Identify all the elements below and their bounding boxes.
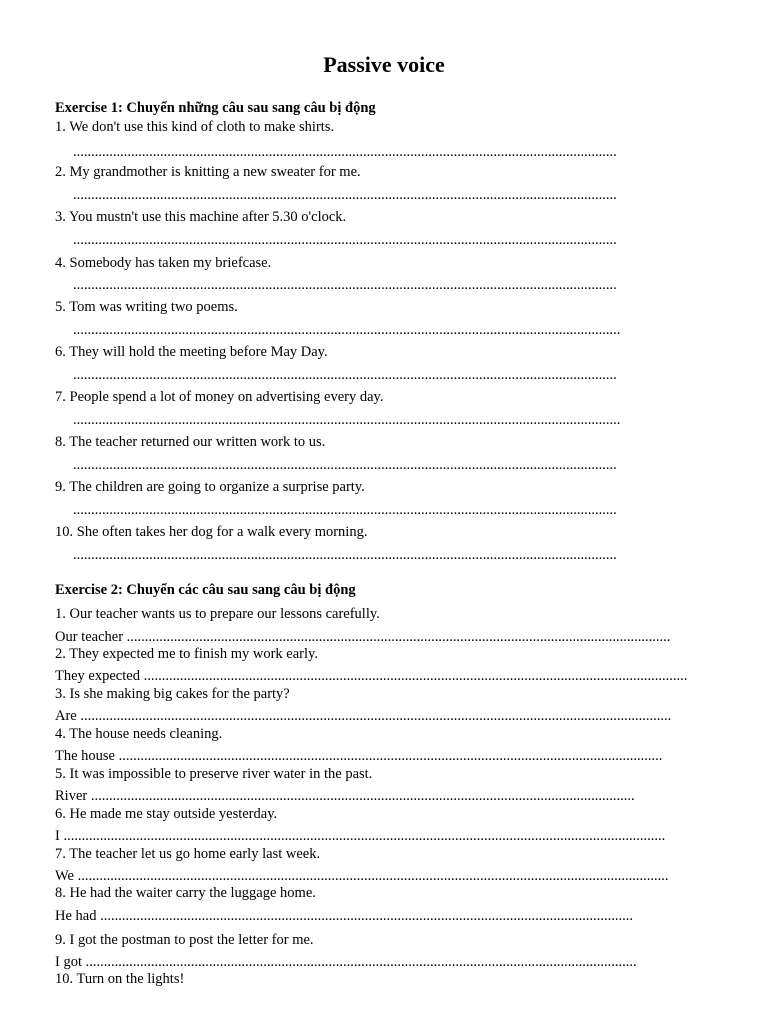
ex2-answer-line-9: I got ........................................................................................................................................................ <box>55 954 637 970</box>
ex1-answer-line-10: ...................................................................................................................................................... <box>73 547 617 563</box>
ex1-answer-line-4: ...................................................................................................................................................... <box>73 277 617 293</box>
page-title: Passive voice <box>323 52 445 77</box>
ex1-question-10: 10. She often takes her dog for a walk every morning. <box>55 524 368 540</box>
ex1-question-7: 7. People spend a lot of money on advertising every day. <box>55 389 384 405</box>
ex2-answer-line-4: The house ...................................................................................................................................................... <box>55 748 663 764</box>
ex2-question-6: 6. He made me stay outside yesterday. <box>55 806 278 822</box>
ex1-question-9: 9. The children are going to organize a surprise party. <box>55 479 365 495</box>
ex1-answer-line-6: ...................................................................................................................................................... <box>73 367 617 383</box>
ex2-answer-line-7: We ................................................................................................................................................................... <box>55 868 669 884</box>
ex2-answer-line-3: Are ................................................................................................................................................................... <box>55 708 672 724</box>
ex1-question-1: 1. We don't use this kind of cloth to make shirts. <box>55 119 335 135</box>
ex1-answer-line-8: ...................................................................................................................................................... <box>73 457 617 473</box>
ex1-question-8: 8. The teacher returned our written work to us. <box>55 434 326 450</box>
ex2-question-5: 5. It was impossible to preserve river water in the past. <box>55 766 373 782</box>
ex2-question-3: 3. Is she making big cakes for the party? <box>55 686 290 702</box>
ex1-answer-line-7: ....................................................................................................................................................... <box>73 412 621 428</box>
ex2-answer-line-2: They expected ...................................................................................................................................................... <box>55 668 688 684</box>
exercise-1-heading: Exercise 1: Chuyển những câu sau sang câu bị động <box>55 100 376 116</box>
ex2-answer-line-5: River ...................................................................................................................................................... <box>55 788 635 804</box>
ex1-question-3: 3. You mustn't use this machine after 5.30 o'clock. <box>55 209 347 225</box>
ex1-question-2: 2. My grandmother is knitting a new sweater for me. <box>55 164 361 180</box>
ex1-answer-line-3: ...................................................................................................................................................... <box>73 232 617 248</box>
ex2-question-8: 8. He had the waiter carry the luggage home. <box>55 885 316 901</box>
ex2-question-4: 4. The house needs cleaning. <box>55 726 223 742</box>
ex2-answer-line-8: He had ................................................................................................................................................... <box>55 908 633 924</box>
ex2-question-2: 2. They expected me to finish my work early. <box>55 646 318 662</box>
ex1-question-6: 6. They will hold the meeting before May Day. <box>55 344 328 360</box>
ex1-answer-line-5: ....................................................................................................................................................... <box>73 322 621 338</box>
ex2-question-1: 1. Our teacher wants us to prepare our lessons carefully. <box>55 606 380 622</box>
ex2-answer-line-6: I ...................................................................................................................................................................... <box>55 828 666 844</box>
ex2-question-7: 7. The teacher let us go home early last week. <box>55 846 321 862</box>
ex2-answer-line-1: Our teacher ...................................................................................................................................................... <box>55 629 671 645</box>
ex1-question-5: 5. Tom was writing two poems. <box>55 299 238 315</box>
ex2-question-10: 10. Turn on the lights! <box>55 971 185 987</box>
ex1-answer-line-9: ...................................................................................................................................................... <box>73 502 617 518</box>
ex2-question-9: 9. I got the postman to post the letter for me. <box>55 932 314 948</box>
ex1-question-4: 4. Somebody has taken my briefcase. <box>55 255 272 271</box>
ex1-answer-line-1: ...................................................................................................................................................... <box>73 144 617 160</box>
ex1-answer-line-2: ...................................................................................................................................................... <box>73 187 617 203</box>
exercise-2-heading: Exercise 2: Chuyển các câu sau sang câu bị động <box>55 582 356 598</box>
